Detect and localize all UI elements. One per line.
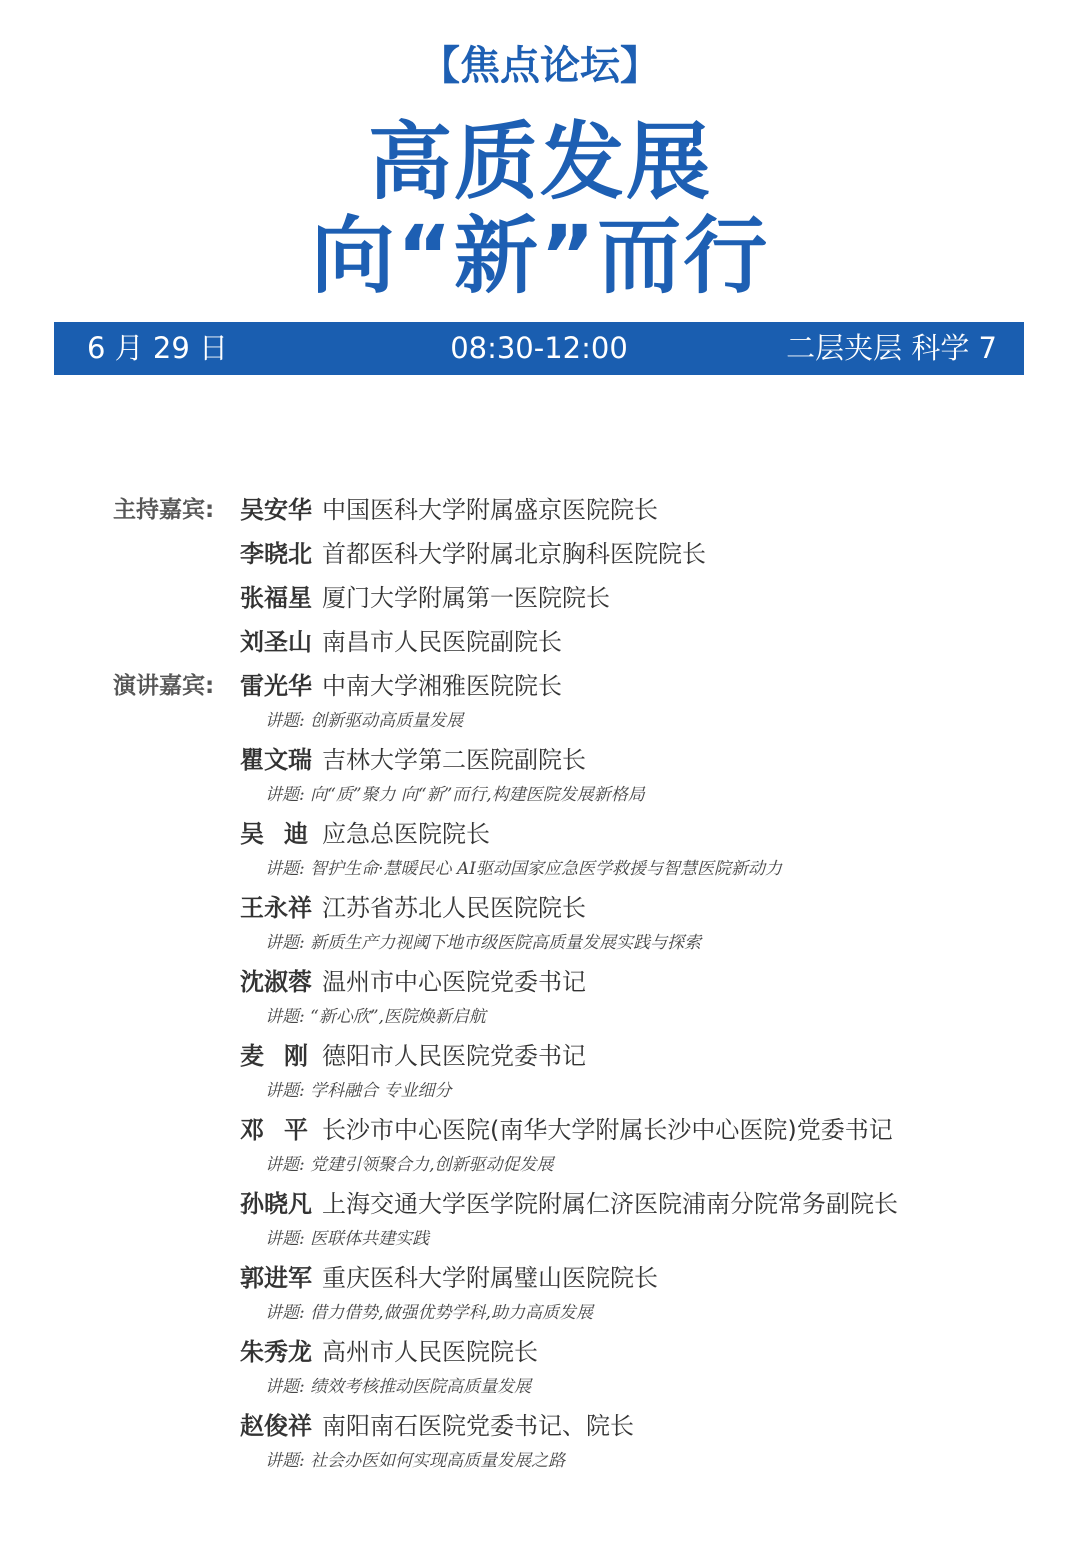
host-name: 李晓北 [240,540,312,568]
speaker-name: 麦刚 [240,1042,328,1070]
speaker-position: 长沙市中心医院(南华大学附属长沙中心医院)党委书记 [322,1116,893,1144]
speakers-role-label: 演讲嘉宾: [113,673,215,699]
topic-text: 智护生命·慧暖民心 AI驱动国家应急医学救援与智慧医院新动力 [310,859,782,879]
speaker-position: 高州市人民医院院长 [322,1338,538,1366]
host-name: 吴安华 [240,496,312,524]
speaker-topic [0,856,1080,886]
speaker-position: 南阳南石医院党委书记、院长 [322,1412,634,1440]
forum-tag: 【焦点论坛】 [420,43,660,89]
speaker-position: 德阳市人民医院党委书记 [322,1042,586,1070]
speaker-topic [0,782,1080,812]
speaker-topic [0,1226,1080,1256]
event-date: 6 月 29 日 [87,331,229,365]
speaker-name: 吴迪 [240,820,328,848]
speaker-name: 邓平 [240,1116,328,1144]
topic-label: 讲题: [265,933,305,953]
topic-text: 向“质”聚力 向“新”而行,构建医院发展新格局 [310,785,645,805]
speaker-name: 赵俊祥 [240,1412,312,1440]
speaker-entry [0,1108,1080,1182]
speaker-topic [0,1374,1080,1404]
topic-text: 学科融合 专业细分 [310,1081,452,1101]
speaker-position: 上海交通大学医学院附属仁济医院浦南分院常务副院长 [322,1190,898,1218]
topic-label: 讲题: [265,859,305,879]
speaker-entry [0,738,1080,812]
speaker-entry [0,1182,1080,1256]
speaker-name: 朱秀龙 [240,1338,312,1366]
topic-label: 讲题: [265,711,305,731]
host-position: 中国医科大学附属盛京医院院长 [322,496,658,524]
speaker-entry [0,960,1080,1034]
topic-text: 借力借势,做强优势学科,助力高质发展 [310,1303,593,1323]
topic-label: 讲题: [265,1155,305,1175]
speaker-entry [0,812,1080,886]
speaker-name: 王永祥 [240,894,312,922]
host-name: 张福星 [240,584,312,612]
topic-label: 讲题: [265,785,305,805]
topic-label: 讲题: [265,1229,305,1249]
speaker-name: 沈淑蓉 [240,968,312,996]
topic-text: 创新驱动高质量发展 [310,711,464,731]
speaker-name: 孙晓凡 [240,1190,312,1218]
forum-title-line2: 向“新”而行 [310,207,770,305]
speaker-topic [0,1300,1080,1330]
topic-label: 讲题: [265,1081,305,1101]
speaker-position: 吉林大学第二医院副院长 [322,746,586,774]
topic-text: 新质生产力视阈下地市级医院高质量发展实践与探索 [310,933,702,953]
host-position: 首都医科大学附属北京胸科医院院长 [322,540,706,568]
speaker-entry [0,1256,1080,1330]
speaker-entry [0,886,1080,960]
guest-list [0,488,1080,1478]
topic-label: 讲题: [265,1377,305,1397]
host-entry [0,488,1080,532]
speaker-name: 郭进军 [240,1264,312,1292]
host-entry [0,532,1080,576]
speaker-topic [0,1004,1080,1034]
speaker-topic [0,1152,1080,1182]
event-time: 08:30-12:00 [450,331,628,365]
speaker-entry [0,1404,1080,1478]
hosts-role-label: 主持嘉宾: [113,497,215,523]
forum-title-line1: 高质发展 [367,113,712,211]
topic-text: 党建引领聚合力,创新驱动促发展 [310,1155,554,1175]
host-name: 刘圣山 [240,628,312,656]
event-venue: 二层夹层 科学 7 [786,331,997,365]
topic-text: 医联体共建实践 [310,1229,430,1249]
host-position: 南昌市人民医院副院长 [322,628,562,656]
speaker-name: 瞿文瑞 [240,746,312,774]
speaker-entry [0,1330,1080,1404]
info-bar [54,322,1024,375]
speaker-entry [0,664,1080,738]
speaker-topic [0,1448,1080,1478]
host-position: 厦门大学附属第一医院院长 [322,584,610,612]
topic-text: 绩效考核推动医院高质量发展 [310,1377,532,1397]
host-entry [0,620,1080,664]
speaker-position: 江苏省苏北人民医院院长 [322,894,586,922]
speaker-position: 温州市中心医院党委书记 [322,968,586,996]
speaker-position: 重庆医科大学附属璧山医院院长 [322,1264,658,1292]
speaker-topic [0,930,1080,960]
speaker-entry [0,1034,1080,1108]
speaker-topic [0,708,1080,738]
speaker-name: 雷光华 [240,672,312,700]
speaker-topic [0,1078,1080,1108]
topic-label: 讲题: [265,1451,305,1471]
speaker-position: 应急总医院院长 [322,820,490,848]
host-entry [0,576,1080,620]
topic-text: “新心欣”,医院焕新启航 [310,1007,486,1027]
topic-label: 讲题: [265,1007,305,1027]
speaker-position: 中南大学湘雅医院院长 [322,672,562,700]
topic-text: 社会办医如何实现高质量发展之路 [310,1451,566,1471]
topic-label: 讲题: [265,1303,305,1323]
